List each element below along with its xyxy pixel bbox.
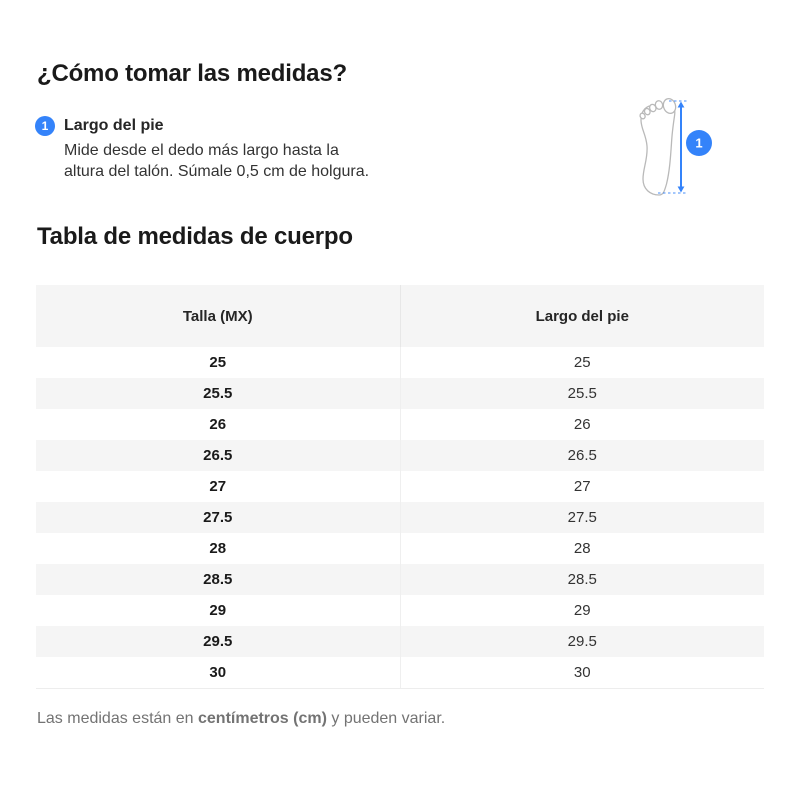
table-row <box>36 657 764 689</box>
cell-largo-del-pie: 30 <box>573 664 591 681</box>
footnote-prefix: Las medidas están en <box>37 710 198 727</box>
table-row <box>36 533 764 564</box>
cell-talla: 26.5 <box>36 440 401 471</box>
cell-largo-del-pie: 25 <box>573 354 591 371</box>
size-table <box>36 285 764 689</box>
page-title: ¿Cómo tomar las medidas? <box>37 60 347 87</box>
foot-measurement-diagram-icon <box>625 88 735 203</box>
column-header-largo-del-pie: Largo del pie <box>535 307 629 325</box>
diagram-step-badge <box>686 130 712 156</box>
cell-talla: 26 <box>36 409 401 440</box>
measure-description-line-2: altura del talón. Súmale 0,5 cm de holgura. <box>64 163 370 180</box>
diagram-step-number: 1 <box>695 135 703 151</box>
cell-talla: 25 <box>36 347 401 378</box>
table-row <box>36 409 764 440</box>
cell-talla: 28 <box>36 533 401 564</box>
cell-largo-del-pie: 27.5 <box>567 509 597 526</box>
table-row <box>36 626 764 657</box>
cell-talla: 27 <box>36 471 401 502</box>
step-1-badge: 1 <box>35 116 55 136</box>
cell-largo-del-pie: 29.5 <box>567 633 597 650</box>
cell-talla: 30 <box>36 657 401 688</box>
measure-description-line-1: Mide desde el dedo más largo hasta la <box>64 142 339 159</box>
cell-talla: 28.5 <box>36 564 401 595</box>
footnote-bold-units: centímetros (cm) <box>198 710 327 727</box>
cell-largo-del-pie: 25.5 <box>567 385 597 402</box>
measure-text <box>64 115 369 182</box>
cell-largo-del-pie: 27 <box>573 478 591 495</box>
table-row <box>36 347 764 378</box>
table-header-row <box>36 285 764 347</box>
table-row <box>36 502 764 533</box>
cell-largo-del-pie: 29 <box>573 602 591 619</box>
cell-talla: 29 <box>36 595 401 626</box>
table-section-title: Tabla de medidas de cuerpo <box>37 223 353 250</box>
table-body <box>36 347 764 689</box>
cell-largo-del-pie: 28.5 <box>567 571 597 588</box>
cell-largo-del-pie: 26.5 <box>567 447 597 464</box>
foot-outline-icon <box>639 97 677 195</box>
cell-talla: 29.5 <box>36 626 401 657</box>
measure-description <box>64 140 369 182</box>
footnote <box>37 708 445 730</box>
cell-largo-del-pie: 26 <box>573 416 591 433</box>
table-row <box>36 471 764 502</box>
cell-largo-del-pie: 28 <box>573 540 591 557</box>
cell-talla: 25.5 <box>36 378 401 409</box>
table-row <box>36 440 764 471</box>
cell-talla: 27.5 <box>36 502 401 533</box>
footnote-suffix: y pueden variar. <box>326 710 446 727</box>
table-row <box>36 378 764 409</box>
measure-title: Largo del pie <box>64 117 164 134</box>
table-row <box>36 595 764 626</box>
measure-item-foot-length <box>35 115 369 182</box>
column-header-talla-mx: Talla (MX) <box>36 285 401 347</box>
table-row <box>36 564 764 595</box>
